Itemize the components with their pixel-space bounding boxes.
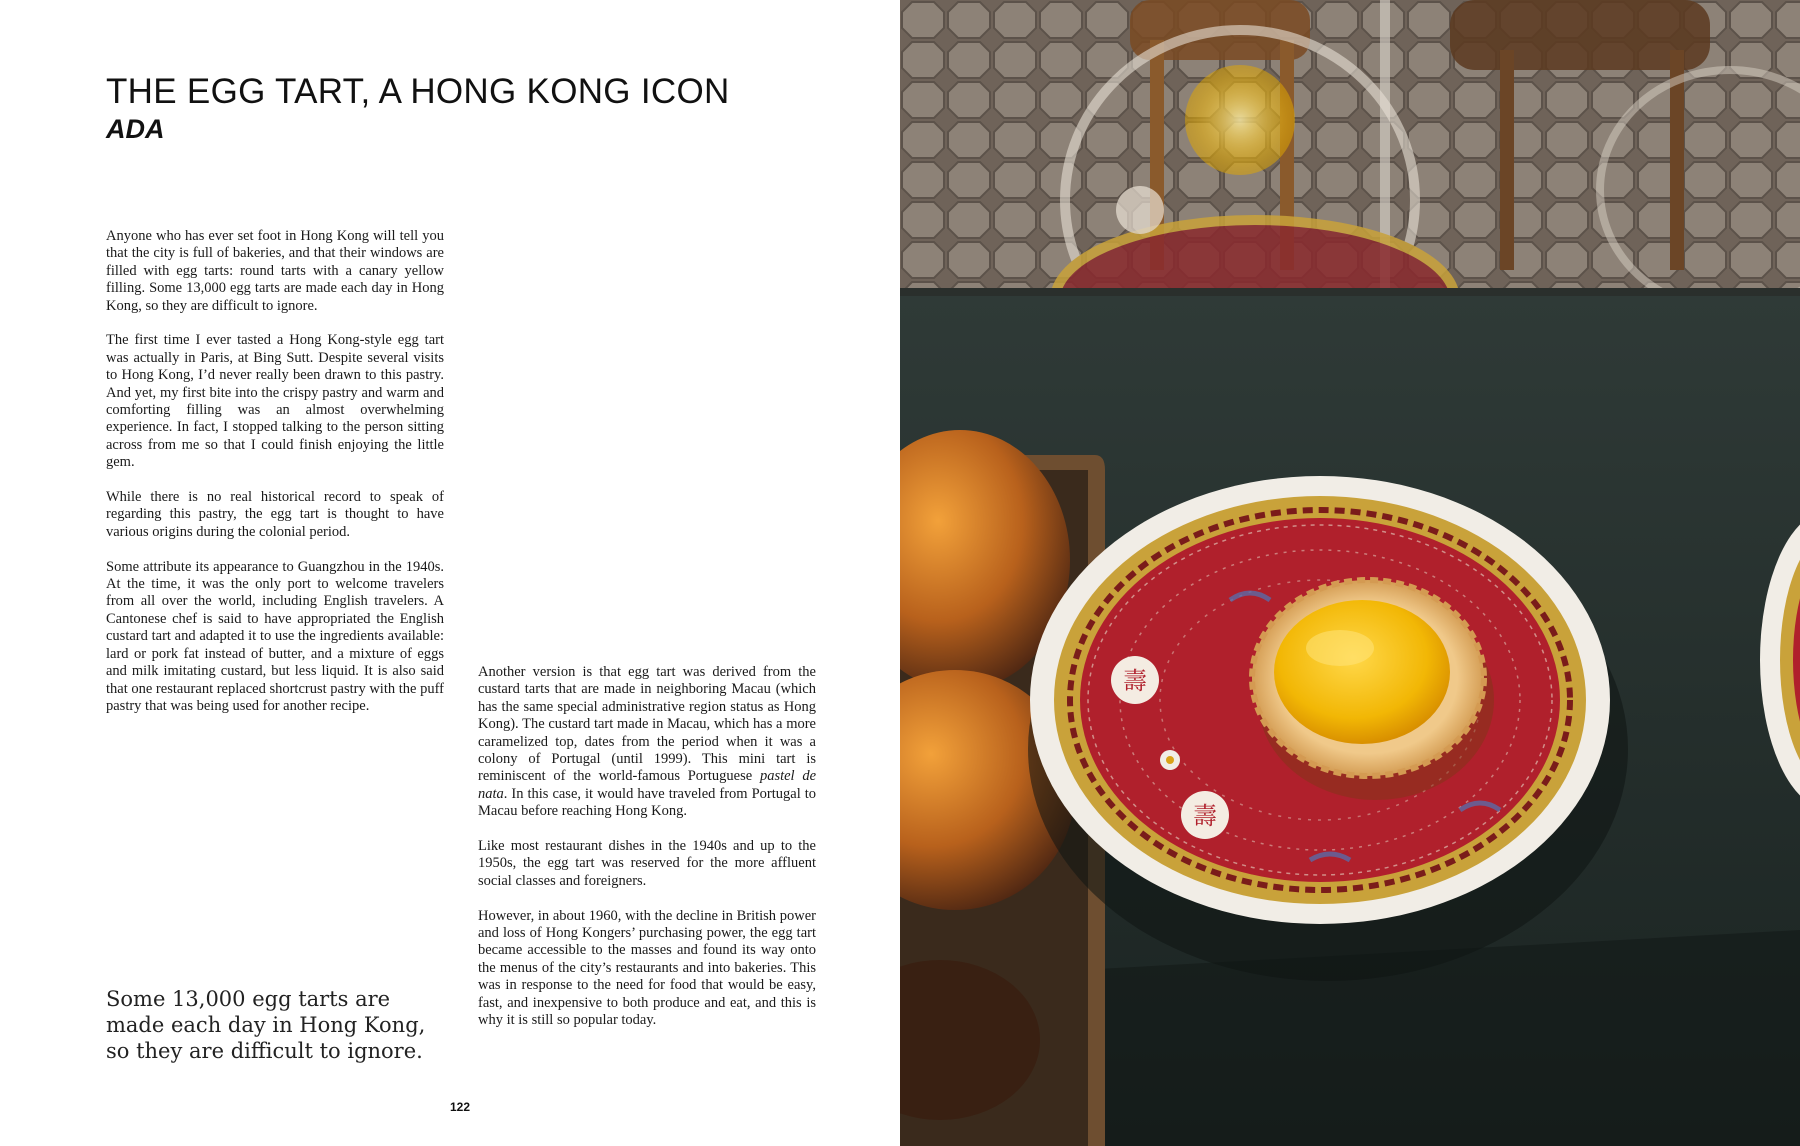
medallion-character: 壽	[1123, 667, 1147, 695]
paragraph	[478, 664, 816, 821]
tart-custard	[1274, 600, 1450, 744]
paragraph-text: Another version is that egg tart was derived from the custard tarts that are made in neighboring Macau (which has the same special administrative region status as Hong Kong). The custard tart made in Macau, which has a more caramelized top, dates from the period when it was a colony of Portugal (until 1999). This mini tart is reminiscent of the world-famous Portuguese	[478, 664, 816, 785]
photo-illustration	[900, 0, 1800, 1146]
pull-quote: Some 13,000 egg tarts are made each day in Hong Kong, so they are difficult to ignore.	[106, 987, 426, 1063]
italic-term: pastel de nata	[478, 768, 817, 802]
egg-tart-photo	[900, 0, 1800, 1146]
paragraph: While there is no real historical record to speak of regarding this pastry, the egg tart is thought to have various origins during the colonial period.	[106, 489, 444, 540]
article-author: ADA	[106, 114, 165, 144]
paragraph: Like most restaurant dishes in the 1940s and up to the 1950s, the egg tart was reserved for the more affluent social classes and foreigners.	[478, 838, 816, 889]
article-title: THE EGG TART, A HONG KONG ICON	[106, 72, 730, 111]
medallion-character: 壽	[1193, 802, 1217, 830]
paragraph: However, in about 1960, with the decline in British power and loss of Hong Kongers’ purchasing power, the egg tart became accessible to the masses and found its way onto the menus of the city’s restaurants and into bakeries. This was in response to the need for food that would be easy, fast, and inexpensive to both produce and eat, and this is why it is still so popular today.	[478, 907, 816, 1029]
plate-medallion	[1181, 791, 1229, 839]
plate-flower	[1160, 750, 1180, 770]
paragraph-text: . In this case, it would have traveled from Portugal to Macau before reaching Hong Kong.	[478, 785, 816, 820]
plate-medallion	[1111, 656, 1159, 704]
paragraph: The first time I ever tasted a Hong Kong-style egg tart was actually in Paris, at Bing Sutt. Despite several visits to Hong Kong, I’d never really been drawn to this pastry. And yet, my first bite into the crispy pastry and warm and comforting filling was an almost overwhelming experience. In fact, I stopped talking to the person sitting across from me so that I could finish enjoying the little gem.	[106, 332, 444, 471]
text-column-2	[478, 664, 816, 1047]
paragraph: Some attribute its appearance to Guangzhou in the 1940s. At the time, it was the only port to welcome travelers from all over the world, including English travelers. A Cantonese chef is said to have appropriated the English custard tart and adapted it to use the ingredients available: lard or pork fat instead of butter, and a mixture of eggs and milk imitating custard, but less liquid. It is also said that one restaurant replaced shortcrust pastry with the puff pastry that was being used for another recipe.	[106, 558, 444, 714]
paragraph: Anyone who has ever set foot in Hong Kong will tell you that the city is full of bakeries, and that their windows are filled with egg tarts: round tarts with a canary yellow filling. Some 13,000 egg tarts are made each day in Hong Kong, so they are difficult to ignore.	[106, 228, 444, 314]
page-number: 122	[449, 1100, 471, 1114]
text-column-1	[106, 228, 444, 733]
